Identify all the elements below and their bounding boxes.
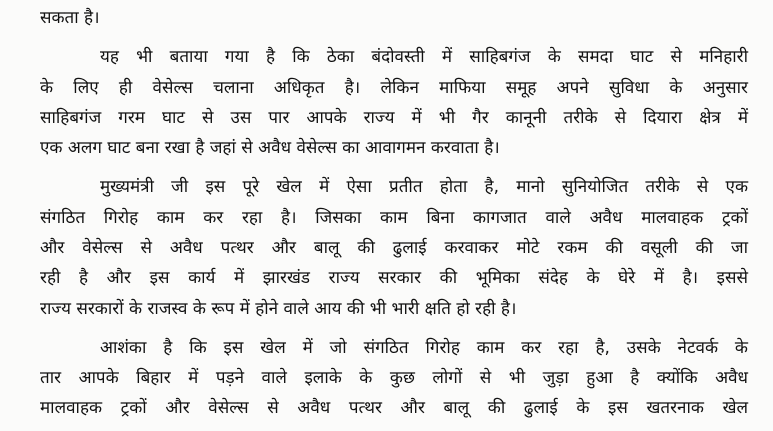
text-line: सकता है। (40, 8, 100, 28)
text-line: तार आपके बिहार में पड़ने वाले इलाके के कुछ लोगों से भी जुड़ा हुआ है क्योंकि अवैध (40, 368, 748, 388)
text-line: रही है और इस कार्य में झारखंड राज्य सरकार की भूमिका संदेह के घेरे में है। इससे (40, 268, 748, 288)
text-line: मुख्यमंत्री जी इस पूरे खेल में ऐसा प्रतीत होता है, मानो सुनियोजित तरीके से एक (100, 177, 748, 197)
text-line: संगठित गिरोह काम कर रहा है। जिसका काम बिना कागजात वाले अवैध मालवाहक ट्रकों (40, 208, 748, 228)
text-line: एक अलग घाट बना रखा है जहां से अवैध वेसेल्स का आवागमन करवाता है। (40, 138, 500, 158)
text-line: आशंका है कि इस खेल में जो संगठित गिरोह काम कर रहा है, उसके नेटवर्क के (100, 338, 748, 358)
text-line: यह भी बताया गया है कि ठेका बंदोवस्ती में साहिबगंज के समदा घाट से मनिहारी (100, 47, 748, 67)
text-line: साहिबगंज गरम घाट से उस पार आपके राज्य में भी गैर कानूनी तरीके से दियारा क्षेत्र में (40, 108, 748, 128)
text-line: मालवाहक ट्रकों और वेसेल्स से अवैध पत्थर और बालू की ढुलाई के इस खतरनाक खेल (40, 398, 748, 418)
text-line: राज्य सरकारों के राजस्व के रूप में होने वाले आय की भी भारी क्षति हो रही है। (40, 299, 517, 319)
text-line: और वेसेल्स से अवैध पत्थर और बालू की ढुलाई करवाकर मोटे रकम की वसूली की जा (40, 238, 748, 258)
text-line: के लिए ही वेसेल्स चलाना अधिकृत है। लेकिन माफिया समूह अपने सुविधा के अनुसार (40, 78, 748, 98)
